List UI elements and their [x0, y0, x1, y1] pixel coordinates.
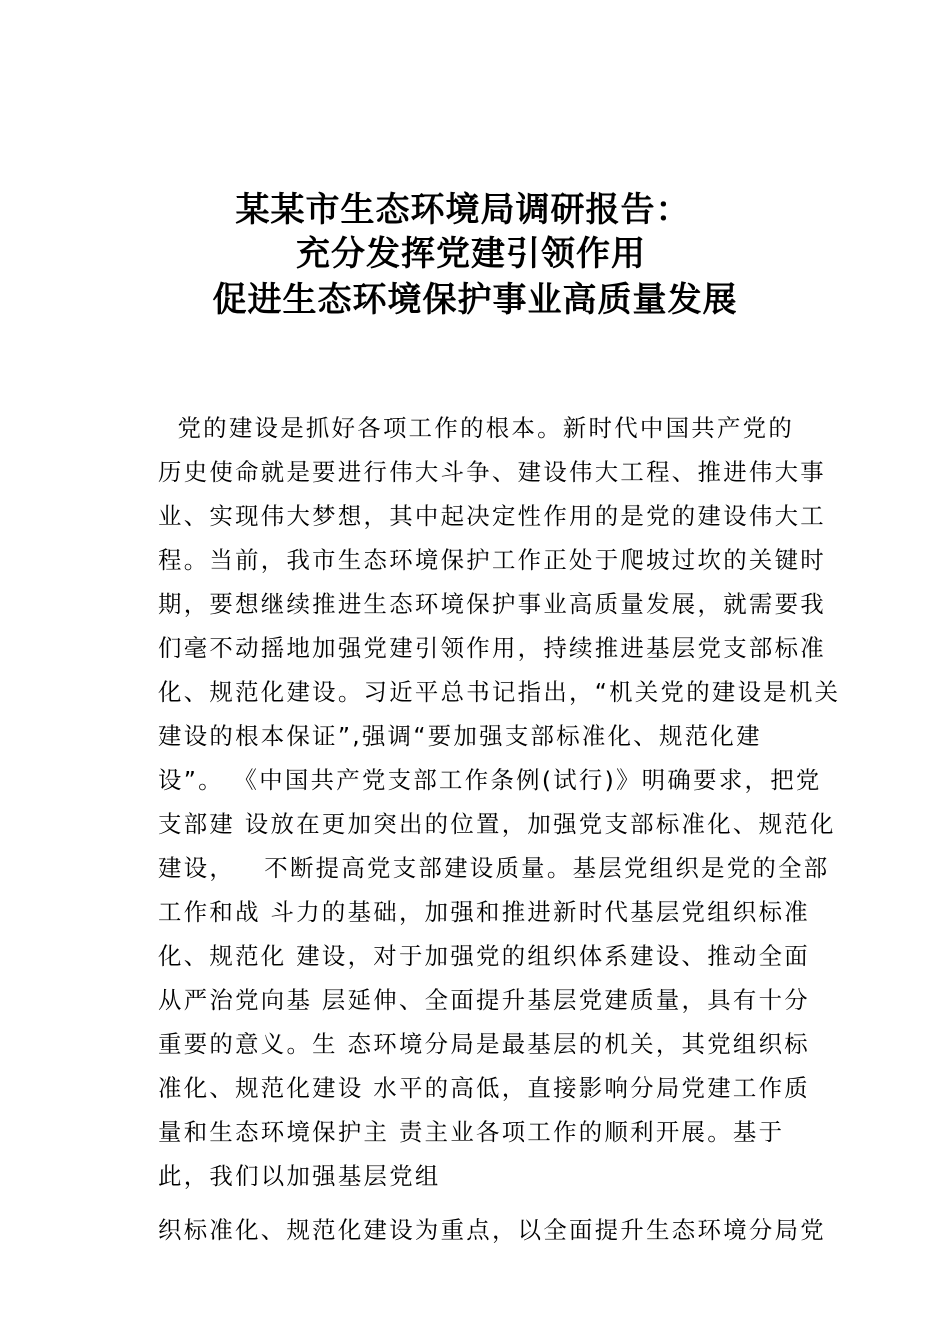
body-text-line: 设”。 《中国共产党支部工作条例(试行)》明确要求，把党: [158, 766, 822, 794]
body-text-line: 重要的意义。生 态环境分局是最基层的机关，其党组织标: [158, 1030, 810, 1058]
body-text-line: 们毫不动摇地加强党建引领作用，持续推进基层党支部标准: [158, 634, 826, 662]
report-title-line-1: 某某市生态环境局调研报告：: [235, 190, 691, 230]
body-text-line: 支部建 设放在更加突出的位置，加强党支部标准化、规范化: [158, 810, 836, 838]
body-text-line: 建设， 不断提高党支部建设质量。基层党组织是党的全部: [158, 854, 830, 882]
body-text-line: 此，我们以加强基层党组: [158, 1162, 441, 1190]
body-text-line: 期，要想继续推进生态环境保护事业高质量发展，就需要我: [158, 590, 826, 618]
body-text-line: 党的建设是抓好各项工作的根本。新时代中国共产党的: [158, 414, 795, 442]
body-text-line: 建设的根本保证”,强调“要加强支部标准化、规范化建: [158, 722, 762, 750]
body-text-line: 织标准化、规范化建设为重点，以全面提升生态环境分局党: [158, 1216, 826, 1244]
report-title-line-3: 促进生态环境保护事业高质量发展: [212, 280, 738, 320]
body-text-line: 业、实现伟大梦想，其中起决定性作用的是党的建设伟大工: [158, 502, 826, 530]
body-text-line: 工作和战 斗力的基础，加强和推进新时代基层党组织标准: [158, 898, 810, 926]
body-text-line: 化、规范化 建设，对于加强党的组织体系建设、推动全面: [158, 942, 810, 970]
body-text-line: 历史使命就是要进行伟大斗争、建设伟大工程、推进伟大事: [158, 458, 826, 486]
body-text-line: 准化、规范化建设 水平的高低，直接影响分局党建工作质: [158, 1074, 810, 1102]
body-text-line: 量和生态环境保护主 责主业各项工作的顺利开展。基于: [158, 1118, 785, 1146]
body-text-line: 从严治党向基 层延伸、全面提升基层党建质量，具有十分: [158, 986, 810, 1014]
body-text-line: 程。当前，我市生态环境保护工作正处于爬坡过坎的关键时: [158, 546, 826, 574]
report-title-line-2: 充分发挥党建引领作用: [296, 234, 646, 274]
body-text-line: 化、规范化建设。习近平总书记指出，“机关党的建设是机关: [158, 678, 841, 706]
